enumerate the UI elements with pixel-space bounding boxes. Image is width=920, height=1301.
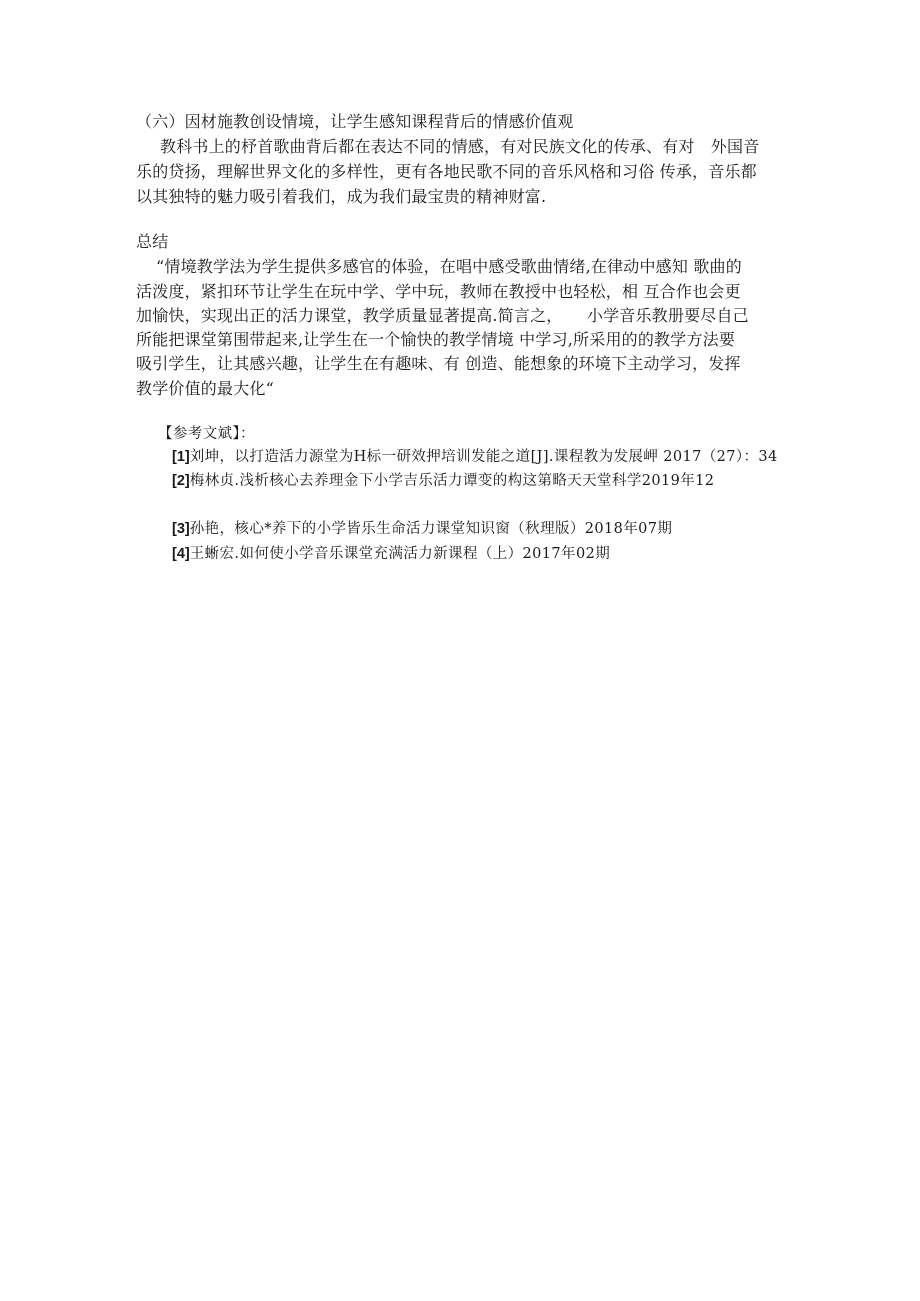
paragraph-line: 以其独特的魅力吸引着我们，成为我们最宝贵的精神财富.	[136, 187, 547, 206]
reference-item	[172, 545, 610, 563]
paragraph-line: “情境教学法为学生提供多感官的体验，在唱中感受歌曲情绪,在律动中感知 歌曲的	[156, 257, 742, 276]
references-heading: 【参考文斌】：	[158, 426, 256, 442]
reference-item	[172, 472, 714, 490]
paragraph-line: 教科书上的杼首歌曲背后都在表达不同的情感，有对民族文化的传承、有对 外国音	[160, 137, 760, 156]
reference-number: [1]	[172, 449, 190, 465]
paragraph-line: 吸引学生，让其感兴趣，让学生在有趣味、有 创造、能想象的环境下主动学习，发挥	[136, 354, 741, 373]
reference-text: 刘坤，以打造活力源堂为H标一研效押培训发能之道[J].课程教为发展岬 2017（27）：34	[189, 449, 778, 465]
paragraph-line: 加愉快，实现出正的活力课堂，教学质量显著提高.简言之， 小学音乐教册要尽自己	[136, 306, 749, 325]
reference-text: 孙艳，核心*养下的小学皆乐生命活力课堂知识窗（秋理版）2018年07期	[189, 521, 673, 537]
reference-item	[172, 520, 672, 538]
reference-text: 王蜥宏.如何使小学音乐课堂充满活力新课程（上）2017年02期	[189, 546, 611, 562]
section-heading: （六）因材施教创设情境，让学生感知课程背后的情感价值观	[136, 112, 574, 131]
reference-number: [3]	[172, 521, 190, 537]
paragraph-line: 所能把课堂第围带起来,让学生在一个愉快的教学情境 中学习,所采用的的教学方法要	[136, 330, 736, 349]
paragraph-line: 教学价值的最大化“	[136, 379, 274, 398]
paragraph-line: 活泼度，紧扣环节让学生在玩中学、学中玩，教师在教授中也轻松，相 互合作也会更	[136, 282, 741, 301]
reference-text: 梅林贞.浅析核心去养理金下小学吉乐活力谭变的构这第略天天堂科学2019年12	[189, 473, 715, 489]
reference-item	[172, 448, 778, 466]
reference-number: [4]	[172, 546, 190, 562]
reference-number: [2]	[172, 473, 190, 489]
paragraph-line: 乐的贷扬，理解世界文化的多样性，更有各地民歌不同的音乐风格和习俗 传承，音乐都	[136, 162, 757, 181]
summary-heading: 总结	[136, 232, 169, 251]
